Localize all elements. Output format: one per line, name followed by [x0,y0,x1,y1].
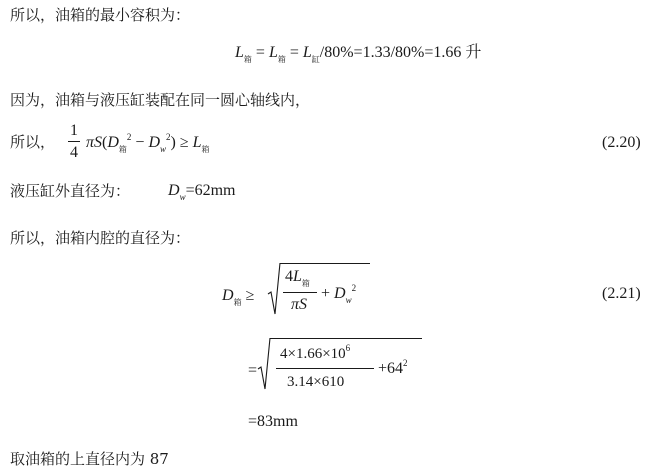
square-exp: 2 [166,132,171,142]
square-root-sign [268,262,280,318]
intro-min-volume-text: 所以，油箱的最小容积为： [10,6,191,24]
w-sub: w [345,295,352,305]
cylinder-outer-diameter-label: 液压缸外直径为： [10,182,131,200]
pi-symbol: π [291,296,300,313]
inner-diameter-lhs [222,287,254,307]
eq-var-L: L [268,44,278,61]
eq-var-L: L [302,44,312,61]
ge-sign: ≥ [175,134,193,151]
area-var-S: S [94,134,103,151]
diameter-var-D: D [148,134,160,151]
substitution-fraction-bar [276,368,374,369]
ge-sign: ≥ [245,287,255,304]
fraction-numerator: 1 [70,122,78,139]
eq-result: /80%=1.33/80%=1.66 升 [319,44,482,61]
tank-sub: 箱 [118,145,127,154]
radicand-numerator [285,268,310,288]
tank-sub: 箱 [233,298,242,307]
close-paren: ) [170,134,176,151]
w-sub: w [179,192,186,202]
square-root-overline [270,338,422,339]
substitution-plus-term [378,360,408,379]
num-four: 4 [285,268,293,285]
radicand-plus-term [321,285,356,304]
numerator-value: 4×1.66×10 [280,346,346,362]
inner-diameter-intro-text: 所以，油箱内腔的直径为： [10,229,191,247]
tank-volume-equation [235,44,481,64]
fraction-bar [68,141,80,142]
volume-var-L: L [293,268,302,285]
diameter-value: =62mm [185,182,236,199]
tank-sub: 箱 [201,145,210,154]
radicand-denominator [291,296,307,314]
cylinder-outer-diameter-value [168,182,236,201]
eq-sub: 箱 [243,55,252,64]
equation-number-2-20: (2.20) [602,134,641,151]
substitution-equals: = [248,362,258,379]
eq-equals: = [255,44,265,61]
eq-equals: = [289,44,299,61]
tank-sub: 箱 [301,279,310,288]
radicand-fraction-bar [283,292,317,293]
diameter-var-D: D [107,134,119,151]
equation-number-2-21: (2.21) [602,285,641,302]
volume-var-L: L [192,134,202,151]
eq-sub: 箱 [277,55,286,64]
square-exp: 2 [126,132,132,142]
eq-sub: 缸 [311,55,320,64]
diameter-var-D: D [222,287,234,304]
area-var-S: S [299,296,308,313]
exponent: 6 [345,343,351,353]
plus-sign: + [378,360,388,377]
fraction-denominator: 4 [70,144,78,161]
inequality-2-20 [86,134,210,154]
pi-symbol: π [86,134,95,151]
square-exp: 2 [403,358,408,368]
w-sub: w [160,144,167,154]
diameter-var-D: D [334,285,346,302]
sixty-four: 64 [387,360,404,377]
minus-sign: − [131,134,149,151]
open-paren: ( [102,134,108,151]
substitution-denominator: 3.14×610 [287,374,345,390]
plus-sign: + [321,285,331,302]
diameter-var-D: D [168,182,180,199]
eq-var-L: L [235,44,244,61]
square-exp: 2 [351,283,357,293]
inner-diameter-result: =83mm [248,413,298,430]
square-root-overline [280,263,370,264]
substitution-numerator [280,345,350,364]
coaxial-assembly-text: 因为，油箱与液压缸装配在同一圆心轴线内， [10,91,311,109]
chosen-diameter-text: 取油箱的上直径内为 87 [10,450,169,468]
square-root-sign [258,336,270,392]
therefore-label: 所以， [10,133,56,151]
